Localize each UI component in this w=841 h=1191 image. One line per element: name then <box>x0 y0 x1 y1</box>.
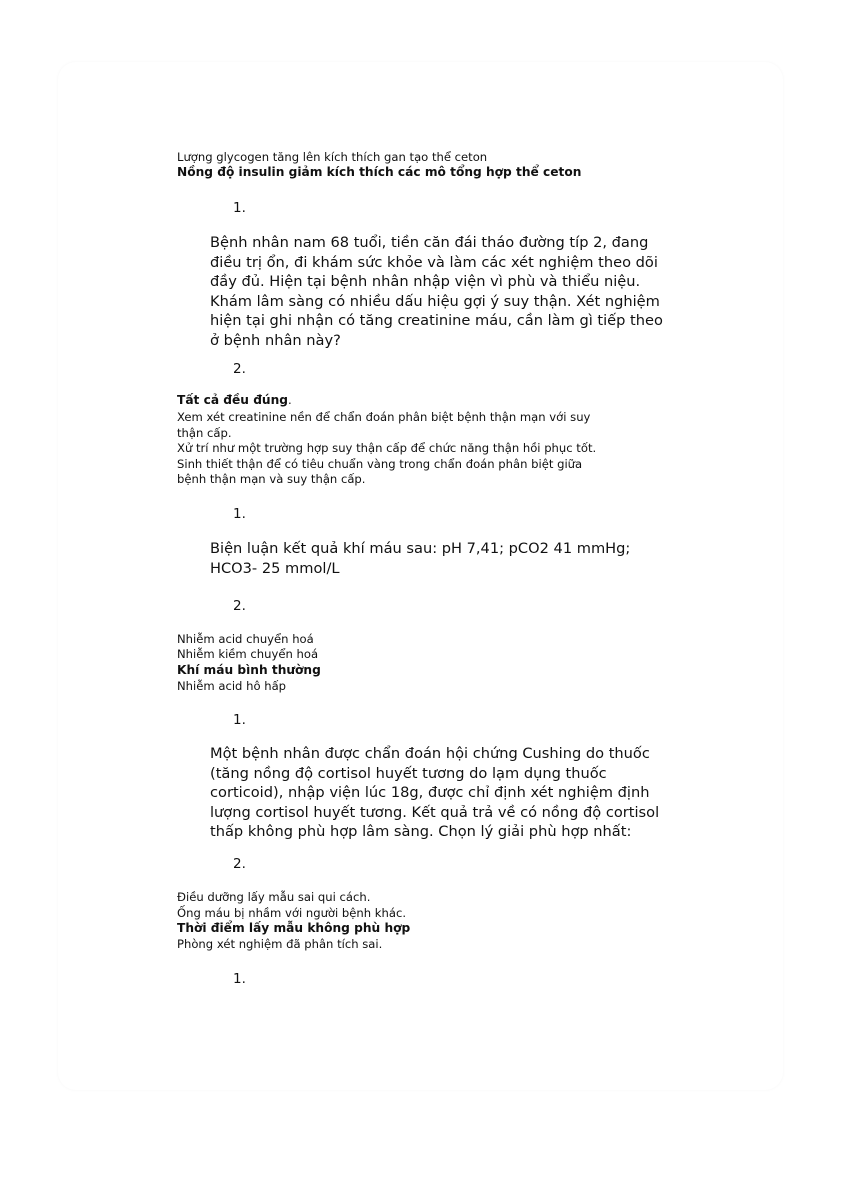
answer-option: Điều dưỡng lấy mẫu sai qui cách. <box>177 890 371 904</box>
question-text <box>210 233 700 350</box>
answer-number: 2. <box>233 361 246 377</box>
answer-option: Nhiễm acid chuyển hoá <box>177 632 314 646</box>
answer-number: 2. <box>233 856 246 872</box>
answer-option-correct: Nồng độ insulin giảm kích thích các mô tổng hợp thể ceton <box>177 165 582 179</box>
answer-option: bệnh thận mạn và suy thận cấp. <box>177 472 366 486</box>
question-line: HCO3- 25 mmol/L <box>210 559 340 577</box>
question-number: 1. <box>233 200 246 216</box>
question-number: 1. <box>233 971 246 987</box>
answer-option: Sinh thiết thận để có tiêu chuẩn vàng trong chẩn đoán phân biệt giữa <box>177 457 583 471</box>
question-line: Một bệnh nhân được chẩn đoán hội chứng Cushing do thuốc <box>210 745 650 762</box>
question-line: ở bệnh nhân này? <box>210 331 341 349</box>
question-line: corticoid), nhập viện lúc 18g, được chỉ định xét nghiệm định <box>210 784 650 801</box>
question-text <box>210 539 700 578</box>
question-line: Biện luận kết quả khí máu sau: pH 7,41; pCO2 41 mmHg; <box>210 540 631 557</box>
question-number: 1. <box>233 712 246 728</box>
answer-option: thận cấp. <box>177 426 232 440</box>
question-line: Bệnh nhân nam 68 tuổi, tiền căn đái tháo đường típ 2, đang <box>210 234 649 251</box>
question-line: Khám lâm sàng có nhiều dấu hiệu gợi ý suy thận. Xét nghiệm <box>210 292 660 310</box>
question-number: 1. <box>233 506 246 522</box>
question-line: đầy đủ. Hiện tại bệnh nhân nhập viện vì phù và thiểu niệu. <box>210 273 641 290</box>
question-text <box>210 744 700 842</box>
answer-option: Xem xét creatinine nền để chẩn đoán phân biệt bệnh thận mạn với suy <box>177 410 591 424</box>
answer-option: Lượng glycogen tăng lên kích thích gan tạo thể ceton <box>177 150 488 164</box>
correct-answer-text: Tất cả đều đúng <box>177 393 289 407</box>
question-line: điều trị ổn, đi khám sức khỏe và làm các xét nghiệm theo dõi <box>210 253 658 271</box>
question-line: (tăng nồng độ cortisol huyết tương do lạm dụng thuốc <box>210 764 607 782</box>
answer-option: Xử trí như một trường hợp suy thận cấp để chức năng thận hồi phục tốt. <box>177 441 597 455</box>
answer-option: Nhiễm kiềm chuyển hoá <box>177 647 319 661</box>
question-line: thấp không phù hợp lâm sàng. Chọn lý giải phù hợp nhất: <box>210 823 632 840</box>
answer-option: Phòng xét nghiệm đã phân tích sai. <box>177 937 383 951</box>
answer-option-correct <box>177 393 292 408</box>
punctuation: . <box>288 393 292 407</box>
answer-option-correct: Thời điểm lấy mẫu không phù hợp <box>177 921 411 935</box>
answer-option-correct: Khí máu bình thường <box>177 663 321 677</box>
question-line: lượng cortisol huyết tương. Kết quả trả về có nồng độ cortisol <box>210 803 660 821</box>
answer-option: Ống máu bị nhầm với người bệnh khác. <box>177 906 407 920</box>
question-line: hiện tại ghi nhận có tăng creatinine máu, cần làm gì tiếp theo <box>210 312 663 329</box>
answer-number: 2. <box>233 598 246 614</box>
answer-option: Nhiễm acid hô hấp <box>177 679 287 693</box>
